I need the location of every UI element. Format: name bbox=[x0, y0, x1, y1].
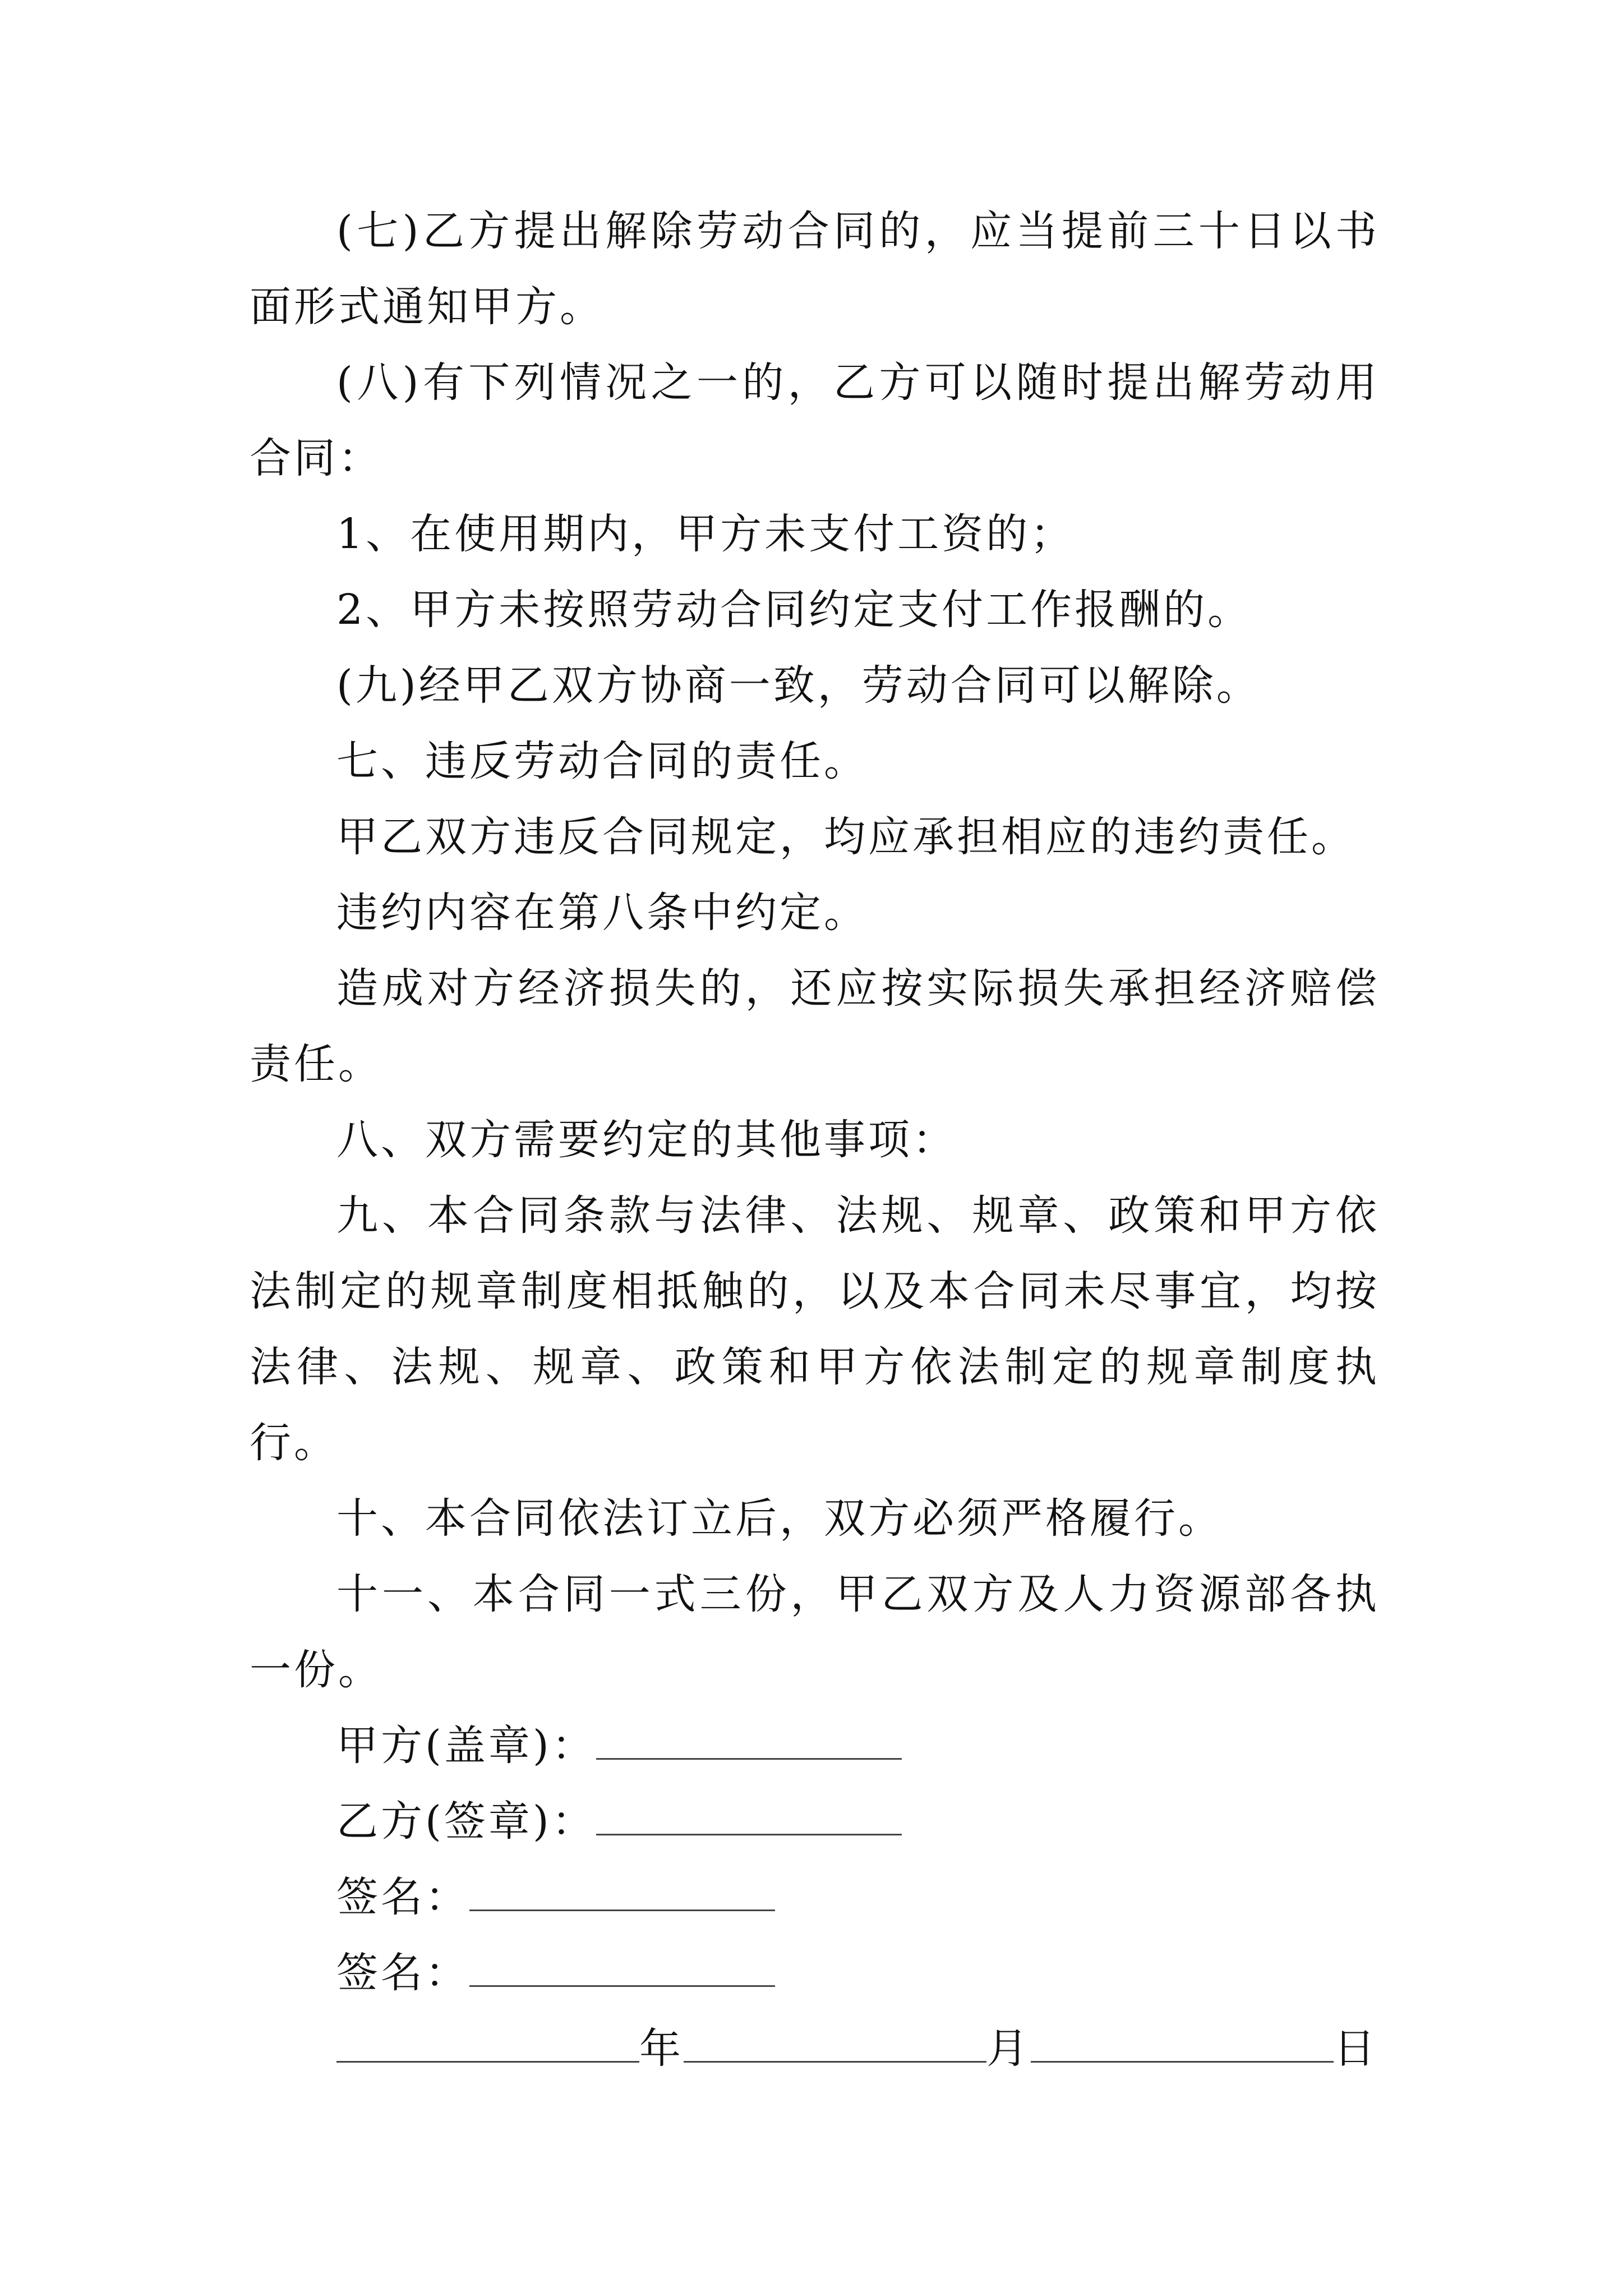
party-b-blank[interactable] bbox=[596, 1796, 902, 1835]
party-a-signature-line bbox=[250, 1708, 1380, 1784]
section-9-paragraph: 九、本合同条款与法律、法规、规章、政策和甲方依法制定的规章制度相抵触的，以及本合同未尽事宜，均按法律、法规、规章、政策和甲方依法制定的规章制度执行。 bbox=[250, 1191, 1380, 1467]
clause-8-paragraph: (八)有下列情况之一的，乙方可以随时提出解劳动用合同： bbox=[250, 358, 1380, 482]
section-11-paragraph: 十一、本合同一式三份，甲乙双方及人力资源部各执一份。 bbox=[250, 1570, 1380, 1694]
clause-8-item-1: 1、在使用期内，甲方未支付工资的； bbox=[336, 510, 1075, 558]
year-label: 年 bbox=[639, 2024, 684, 2073]
signature-line-2 bbox=[250, 1935, 1380, 2011]
party-b-label: 乙方(签章)： bbox=[336, 1797, 596, 1846]
year-blank[interactable] bbox=[336, 2023, 639, 2063]
month-label: 月 bbox=[986, 2024, 1031, 2073]
signature-line-1 bbox=[250, 1860, 1380, 1935]
date-line bbox=[250, 2011, 1380, 2087]
section-8-heading: 八、双方需要约定的其他事项： bbox=[336, 1116, 957, 1164]
day-label: 日 bbox=[1334, 2024, 1378, 2073]
contract-text bbox=[250, 194, 1380, 2087]
party-a-blank[interactable] bbox=[596, 1720, 902, 1760]
section-7-paragraph-1: 甲乙双方违反合同规定，均应承担相应的违约责任。 bbox=[336, 813, 1355, 861]
section-7-paragraph-3: 造成对方经济损失的，还应按实际损失承担经济赔偿责任。 bbox=[250, 964, 1380, 1088]
clause-9-paragraph: (九)经甲乙双方协商一致，劳动合同可以解除。 bbox=[336, 661, 1261, 710]
clause-7-paragraph: (七)乙方提出解除劳动合同的，应当提前三十日以书面形式通知甲方。 bbox=[250, 207, 1380, 331]
section-10-paragraph: 十、本合同依法订立后，双方必须严格履行。 bbox=[336, 1494, 1223, 1543]
party-b-signature-line bbox=[250, 1784, 1380, 1860]
party-a-label: 甲方(盖章)： bbox=[336, 1722, 596, 1770]
clause-8-item-2: 2、甲方未按照劳动合同约定支付工作报酬的。 bbox=[336, 586, 1252, 634]
month-blank[interactable] bbox=[684, 2023, 986, 2063]
sign-label-2: 签名： bbox=[336, 1949, 469, 1997]
signature-blank-2[interactable] bbox=[469, 1947, 775, 1987]
day-blank[interactable] bbox=[1031, 2023, 1334, 2063]
sign-label-1: 签名： bbox=[336, 1873, 469, 1921]
section-7-heading: 七、违反劳动合同的责任。 bbox=[336, 737, 868, 785]
section-7-paragraph-2: 违约内容在第八条中约定。 bbox=[336, 889, 868, 937]
signature-blank-1[interactable] bbox=[469, 1871, 775, 1911]
